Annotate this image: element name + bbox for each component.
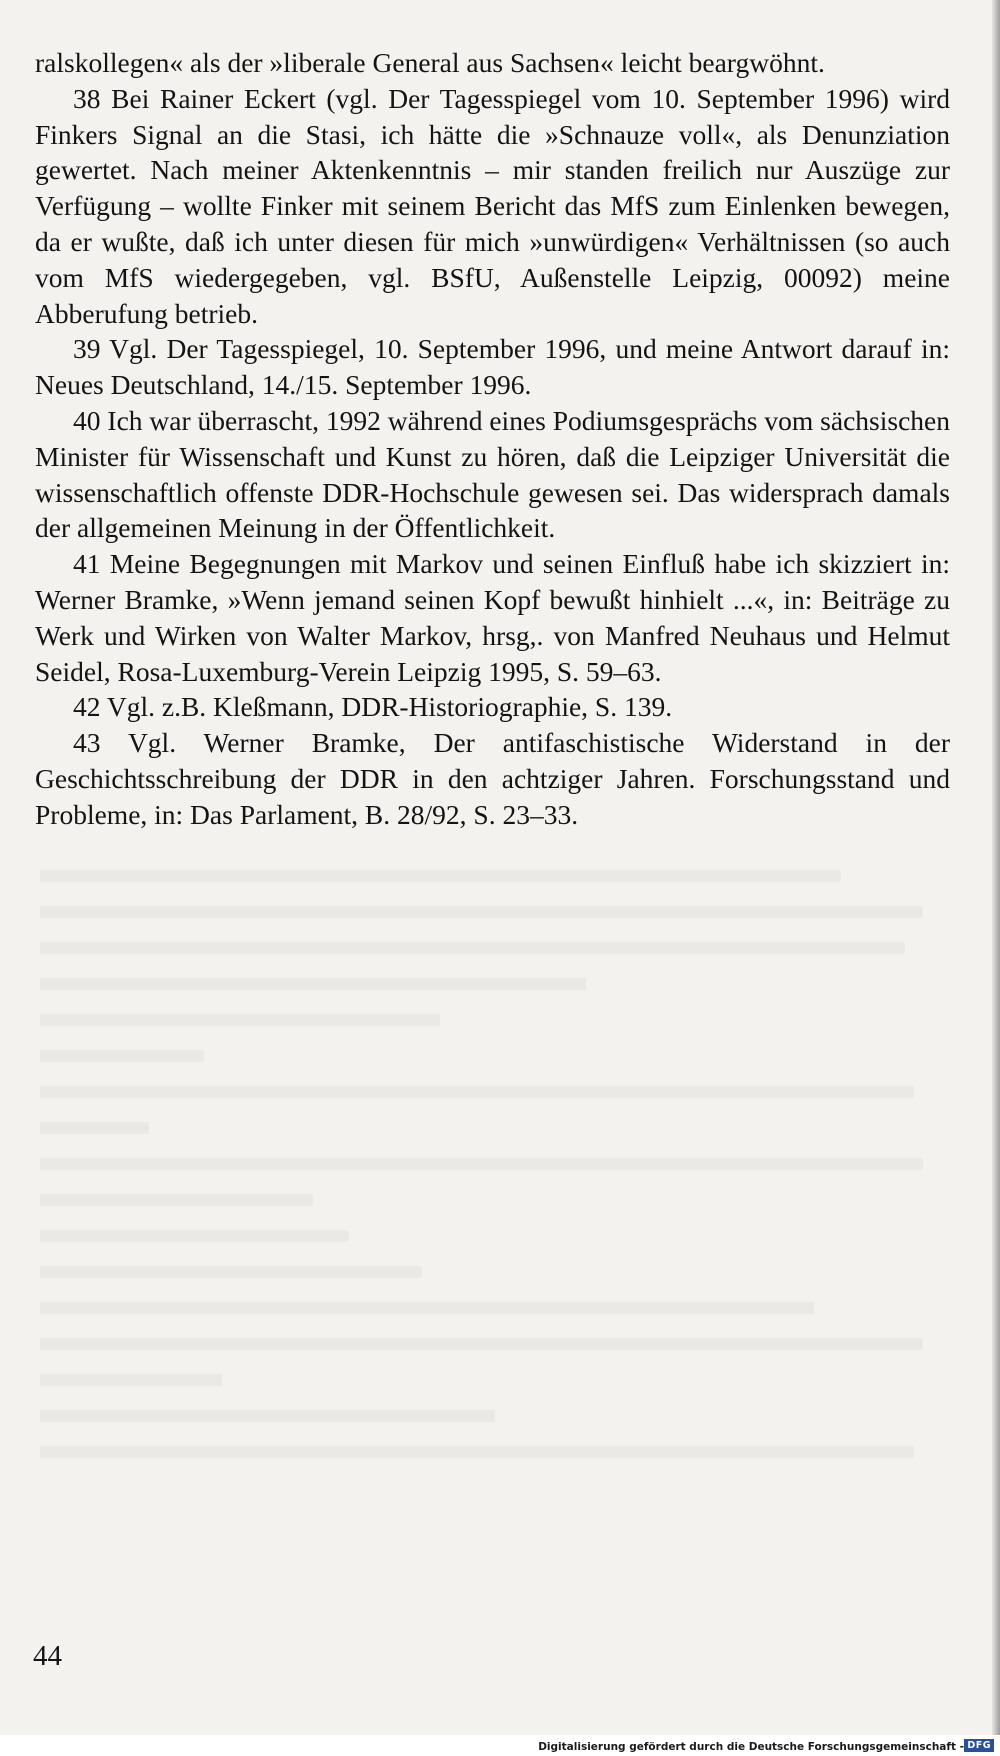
footnote-43: 43 Vgl. Werner Bramke, Der antifaschistische Widerstand in der Geschichtsschreibung der DDR in den achtziger Jahren. Forschungsstand und Probleme, in: Das Parlament, B. 28/92, S. 23–33. <box>35 727 950 830</box>
ghost-line <box>40 978 586 990</box>
dfg-logo-icon: DFG <box>964 1739 994 1752</box>
ghost-line <box>40 870 841 882</box>
ghost-line <box>40 1194 313 1206</box>
footnote-continuation: ralskollegen« als der »liberale General aus Sachsen« leicht beargwöhnt. <box>35 47 825 78</box>
ghost-line <box>40 1158 923 1170</box>
funding-notice: Digitalisierung gefördert durch die Deutsche Forschungsgemeinschaft - <box>538 1741 964 1753</box>
ghost-line <box>40 1122 149 1134</box>
ghost-line <box>40 906 923 918</box>
footnote-38: 38 Bei Rainer Eckert (vgl. Der Tagesspiegel vom 10. September 1996) wird Finkers Signal an die Stasi, ich hätte die »Schnauze voll«, als Denunziation gewertet. Nach meiner Aktenkenntnis – mir standen freilich nur Auszüge zur Verfügung – wollte Finker mit seinem Bericht das MfS zum Einlenken bewegen, da er wußte, daß ich unter diesen für mich »unwürdigen« Verhältnissen (so auch vom MfS wiedergegeben, vgl. BSfU, Außenstelle Leipzig, 00092) meine Abberufung betrieb. <box>35 82 950 329</box>
footnotes <box>35 45 950 833</box>
page-number: 44 <box>33 1640 62 1672</box>
ghost-line <box>40 1014 440 1026</box>
ghost-line <box>40 1086 914 1098</box>
ghost-line <box>40 1338 923 1350</box>
footnote-42: 42 Vgl. z.B. Kleßmann, DDR-Historiographie, S. 139. <box>73 691 673 723</box>
ghost-line <box>40 1230 349 1242</box>
ghost-line <box>40 1302 814 1314</box>
show-through-lines <box>40 870 950 1482</box>
footnote-40: 40 Ich war überrascht, 1992 während eines Podiumsgesprächs vom sächsischen Minister für Wissenschaft und Kunst zu hören, daß die Leipziger Universität die wissenschaftlich offenste DDR-Hochschule gewesen sei. Das widersprach damals der allgemeinen Meinung in der Öffentlichkeit. <box>35 404 950 544</box>
ghost-line <box>40 942 905 954</box>
page-edge-shadow <box>992 0 1000 1735</box>
ghost-line <box>40 1410 495 1422</box>
footnote-41: 41 Meine Begegnungen mit Markov und seinen Einfluß habe ich skizziert in: Werner Bramke, »Wenn jemand seinen Kopf bewußt hinhielt ...«, in: Beiträge zu Werk und Wirken von Walter Markov, hrsg,. von Manfred Neuhaus und Helmut Seidel, Rosa-Luxemburg-Verein Leipzig 1995, S. 59–63. <box>35 548 950 687</box>
footnote-39: 39 Vgl. Der Tagesspiegel, 10. September 1996, und meine Antwort darauf in: Neues Deutschland, 14./15. September 1996. <box>35 333 950 401</box>
ghost-line <box>40 1374 222 1386</box>
ghost-line <box>40 1050 204 1062</box>
digitization-footer <box>0 1735 1000 1756</box>
ghost-line <box>40 1266 422 1278</box>
ghost-line <box>40 1446 914 1458</box>
